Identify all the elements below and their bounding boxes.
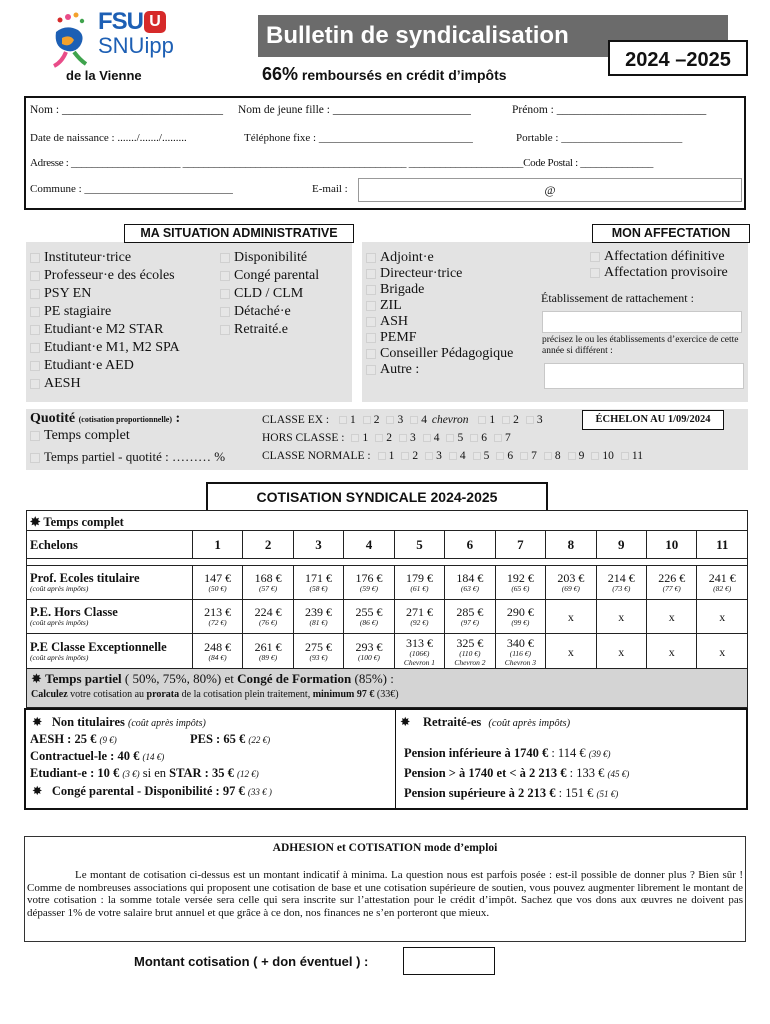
hors-classe-row: HORS CLASSE : 1 2 3 4 5 6 7 bbox=[262, 432, 511, 444]
cotisation-cell: x bbox=[647, 600, 697, 634]
opt-directeur[interactable]: Directeur·trice bbox=[366, 265, 462, 282]
checkbox[interactable] bbox=[446, 434, 454, 442]
retraites-box bbox=[396, 708, 748, 810]
cotisation-cell: 261 € (89 €) bbox=[243, 634, 293, 670]
checkbox[interactable] bbox=[220, 325, 230, 335]
classe-ex-row: CLASSE EX : 1 2 3 4 chevron 1 2 3 bbox=[262, 414, 543, 426]
cotisation-cell: 271 € (92 €) bbox=[394, 600, 444, 634]
checkbox[interactable] bbox=[478, 416, 486, 424]
classe-normale-echelon-6[interactable]: 6 bbox=[496, 450, 513, 462]
opt-instituteur[interactable]: Instituteur·trice bbox=[30, 249, 131, 266]
opt-brigade[interactable]: Brigade bbox=[366, 281, 424, 298]
checkbox[interactable] bbox=[591, 452, 599, 460]
classe-ex-chevron-label: chevron bbox=[431, 414, 469, 426]
checkbox[interactable] bbox=[30, 289, 40, 299]
classe-normale-row: CLASSE NORMALE : 1 2 3 4 5 6 7 8 9 10 11 bbox=[262, 450, 643, 462]
cotisation-cell: x bbox=[647, 634, 697, 670]
cotisation-cell: 176 € (59 €) bbox=[344, 566, 394, 600]
checkbox[interactable] bbox=[449, 452, 457, 460]
opt-professeur[interactable]: Professeur·e des écoles bbox=[30, 267, 175, 284]
logo bbox=[48, 8, 188, 88]
cotisation-cell: 285 € (97 €) bbox=[445, 600, 495, 634]
checkbox[interactable] bbox=[30, 307, 40, 317]
etablissement-input[interactable] bbox=[542, 311, 742, 333]
cotisation-cell: 224 € (76 €) bbox=[243, 600, 293, 634]
etudiant-tarif: Etudiant-e : 10 € (3 €) si en STAR : 35 € (12 €) bbox=[30, 766, 259, 780]
echelon-cell: 3 bbox=[293, 531, 343, 559]
cotisation-cell: x bbox=[697, 600, 748, 634]
cotisation-cell: 241 € (82 €) bbox=[697, 566, 748, 600]
classe-normale-echelon-3[interactable]: 3 bbox=[425, 450, 442, 462]
classe-ex-echelon-2[interactable]: 2 bbox=[363, 414, 380, 426]
classe-normale-echelon-2[interactable]: 2 bbox=[401, 450, 418, 462]
cotisation-cell: 275 € (93 €) bbox=[293, 634, 343, 670]
opt-m2-star[interactable]: Etudiant·e M2 STAR bbox=[30, 321, 163, 338]
logo-brand-top: FSU bbox=[98, 8, 143, 35]
logo-subtitle: de la Vienne bbox=[66, 68, 142, 83]
checkbox[interactable] bbox=[220, 271, 230, 281]
retraites-title: ✸ Retraité-es (coût après impôts) bbox=[400, 715, 571, 729]
opt-psy-en[interactable]: PSY EN bbox=[30, 285, 91, 302]
cotisation-cell: 325 € (110 €) Chevron 2 bbox=[445, 634, 495, 670]
hors-classe-echelon-7[interactable]: 7 bbox=[494, 432, 511, 444]
cotisation-row-label: P.E. Hors Classe (coût après impôts) bbox=[27, 600, 193, 634]
logo-u-badge: U bbox=[144, 11, 166, 33]
echelon-cell: 11 bbox=[697, 531, 748, 559]
classe-normale-echelon-7[interactable]: 7 bbox=[520, 450, 537, 462]
cotisation-cell: 239 € (81 €) bbox=[293, 600, 343, 634]
checkbox[interactable] bbox=[30, 253, 40, 263]
opt-ash[interactable]: ASH bbox=[366, 313, 408, 330]
cotisation-cell: x bbox=[697, 634, 748, 670]
checkbox[interactable] bbox=[220, 307, 230, 317]
pension-1: Pension inférieure à 1740 € : 114 € (39 €) bbox=[404, 746, 611, 760]
opt-aed[interactable]: Etudiant·e AED bbox=[30, 357, 134, 374]
cotisation-cell: x bbox=[546, 634, 596, 670]
checkbox[interactable] bbox=[366, 269, 376, 279]
cotisation-cell: 168 € (57 €) bbox=[243, 566, 293, 600]
opt-retraite[interactable]: Retraité.e bbox=[220, 321, 288, 338]
checkbox[interactable] bbox=[425, 452, 433, 460]
cotisation-cell: 171 € (58 €) bbox=[293, 566, 343, 600]
temps-partiel-line1: ✸ Temps partiel ( 50%, 75%, 80%) et Congé de Formation (85%) : bbox=[31, 671, 394, 686]
checkbox[interactable] bbox=[520, 452, 528, 460]
situation-header: MA SITUATION ADMINISTRATIVE bbox=[124, 224, 354, 243]
checkbox[interactable] bbox=[339, 416, 347, 424]
cotisation-row bbox=[27, 566, 748, 600]
adhesion-box bbox=[24, 836, 746, 942]
checkbox[interactable] bbox=[590, 252, 600, 262]
checkbox[interactable] bbox=[30, 453, 40, 463]
cotisation-cell: 203 € (69 €) bbox=[546, 566, 596, 600]
opt-m1-m2-spa[interactable]: Etudiant·e M1, M2 SPA bbox=[30, 339, 180, 356]
adhesion-body: Le montant de cotisation ci-dessus est un montant indicatif à minima. La question nous est parfois posée : est-il possible de donner plus ? Bien sûr ! Comme de nombreuses associations qui proposent une cotisation de base et une cotisation supérieure de soutien, vous pouvez augmenter librement le montant de votre cotisation : la somme totale versée sera celle qui sera inscrite sur l’attestation pour le crédit d’impôt. Sachez que vos dons aux œuvres ne doivent pas dépasser 1% de votre salaire brut annuel et que grâce à ce don, nos finances ne s’en porteront que mieux. bbox=[27, 869, 743, 919]
opt-conge-parental[interactable]: Congé parental bbox=[220, 267, 319, 284]
hors-classe-echelon-6[interactable]: 6 bbox=[470, 432, 487, 444]
nom-field[interactable]: Nom : ____________________________ bbox=[30, 104, 223, 116]
montant-label: Montant cotisation ( + don éventuel ) : bbox=[134, 954, 369, 969]
cotisation-cell: 226 € (77 €) bbox=[647, 566, 697, 600]
echelon-cell: 8 bbox=[546, 531, 596, 559]
star-icon: ✸ bbox=[30, 515, 41, 529]
checkbox[interactable] bbox=[30, 271, 40, 281]
opt-affectation-provisoire[interactable]: Affectation provisoire bbox=[590, 264, 728, 281]
checkbox[interactable] bbox=[366, 253, 376, 263]
non-titulaires-title: ✸ Non titulaires (coût après impôts) bbox=[32, 715, 206, 729]
echelon-cell: 1 bbox=[192, 531, 242, 559]
etablissement-note: précisez le ou les établissements d’exercice de cette année si différent : bbox=[542, 335, 739, 356]
cotisation-cell: 293 € (100 €) bbox=[344, 634, 394, 670]
classe-normale-echelon-11[interactable]: 11 bbox=[621, 450, 643, 462]
checkbox[interactable] bbox=[366, 333, 376, 343]
checkbox[interactable] bbox=[470, 434, 478, 442]
star-icon: ✸ bbox=[32, 784, 43, 798]
hors-classe-echelon-4[interactable]: 4 bbox=[423, 432, 440, 444]
portable-field[interactable]: Portable : ______________________ bbox=[516, 132, 683, 144]
temps-partiel-panel bbox=[26, 668, 748, 708]
echelons-header-row bbox=[27, 531, 748, 559]
naissance-field[interactable]: Date de naissance : ......./......./......... bbox=[30, 132, 187, 144]
opt-autre[interactable]: Autre : bbox=[366, 361, 419, 378]
affectation-header: MON AFFECTATION bbox=[592, 224, 750, 243]
spacer-row bbox=[27, 559, 748, 566]
cotisation-cell: 184 € (63 €) bbox=[445, 566, 495, 600]
checkbox[interactable] bbox=[220, 253, 230, 263]
email-input[interactable] bbox=[358, 178, 742, 202]
checkbox[interactable] bbox=[30, 431, 40, 441]
checkbox[interactable] bbox=[502, 416, 510, 424]
checkbox[interactable] bbox=[496, 452, 504, 460]
star-icon: ✸ bbox=[31, 671, 42, 686]
checkbox[interactable] bbox=[621, 452, 629, 460]
cotisation-cell: x bbox=[546, 600, 596, 634]
classe-normale-echelon-8[interactable]: 8 bbox=[544, 450, 561, 462]
pension-3: Pension supérieure à 2 213 € : 151 € (51 €) bbox=[404, 786, 619, 800]
opt-conseiller[interactable]: Conseiller Pédagogique bbox=[366, 345, 513, 362]
classe-normale-echelon-4[interactable]: 4 bbox=[449, 450, 466, 462]
star-icon: ✸ bbox=[400, 715, 411, 729]
cotisation-row bbox=[27, 600, 748, 634]
classe-ex-echelon-3[interactable]: 3 bbox=[386, 414, 403, 426]
opt-cld-clm[interactable]: CLD / CLM bbox=[220, 285, 303, 302]
classe-normale-echelon-10[interactable]: 10 bbox=[591, 450, 614, 462]
checkbox[interactable] bbox=[590, 268, 600, 278]
cotisation-cell: x bbox=[596, 600, 646, 634]
opt-pemf[interactable]: PEMF bbox=[366, 329, 417, 346]
opt-temps-partiel[interactable]: Temps partiel - quotité : ……… % bbox=[30, 448, 225, 465]
aesh-tarif: AESH : 25 € (9 €) bbox=[30, 732, 117, 746]
checkbox[interactable] bbox=[366, 365, 376, 375]
cotisation-cell: 147 € (50 €) bbox=[192, 566, 242, 600]
cotisation-cell: x bbox=[596, 634, 646, 670]
page-title: Bulletin de syndicalisation bbox=[258, 15, 728, 57]
hors-classe-echelon-3[interactable]: 3 bbox=[399, 432, 416, 444]
checkbox[interactable] bbox=[366, 317, 376, 327]
tagline bbox=[262, 64, 507, 85]
checkbox[interactable] bbox=[30, 379, 40, 389]
hors-classe-echelon-2[interactable]: 2 bbox=[375, 432, 392, 444]
tagline-text: remboursés en crédit d’impôts bbox=[298, 67, 507, 83]
tagline-pct: 66% bbox=[262, 64, 299, 84]
checkbox[interactable] bbox=[375, 434, 383, 442]
checkbox[interactable] bbox=[526, 416, 534, 424]
cotisation-cell: 192 € (65 €) bbox=[495, 566, 545, 600]
checkbox[interactable] bbox=[378, 452, 386, 460]
opt-disponibilite[interactable]: Disponibilité bbox=[220, 249, 307, 266]
echelon-cell: 5 bbox=[394, 531, 444, 559]
cotisation-cell: 290 € (99 €) bbox=[495, 600, 545, 634]
opt-detache[interactable]: Détaché·e bbox=[220, 303, 291, 320]
checkbox[interactable] bbox=[366, 285, 376, 295]
echelon-cell: 10 bbox=[647, 531, 697, 559]
checkbox[interactable] bbox=[220, 289, 230, 299]
opt-aesh[interactable]: AESH bbox=[30, 375, 81, 392]
nom-jeune-fille-field[interactable]: Nom de jeune fille : ________________________ bbox=[238, 104, 471, 116]
tel-fixe-field[interactable]: Téléphone fixe : ____________________________ bbox=[244, 132, 473, 144]
opt-zil[interactable]: ZIL bbox=[366, 297, 402, 314]
cotisation-cell: 179 € (61 €) bbox=[394, 566, 444, 600]
classe-ex-echelon-1[interactable]: 1 bbox=[339, 414, 356, 426]
opt-temps-complet[interactable]: Temps complet bbox=[30, 427, 130, 444]
logo-figure-icon bbox=[48, 10, 96, 70]
quotite-label: Quotité (cotisation proportionnelle) : bbox=[30, 411, 181, 426]
checkbox[interactable] bbox=[399, 434, 407, 442]
cotisation-table bbox=[26, 530, 748, 670]
star-icon: ✸ bbox=[32, 715, 43, 729]
checkbox[interactable] bbox=[386, 416, 394, 424]
classe-ex-chevron-3[interactable]: 3 bbox=[526, 414, 543, 426]
checkbox[interactable] bbox=[30, 361, 40, 371]
checkbox[interactable] bbox=[473, 452, 481, 460]
checkbox[interactable] bbox=[410, 416, 418, 424]
opt-adjoint[interactable]: Adjoint·e bbox=[366, 249, 434, 266]
etablissement-label: Établissement de rattachement : bbox=[541, 291, 694, 305]
opt-pe-stagiaire[interactable]: PE stagiaire bbox=[30, 303, 111, 320]
echelon-box[interactable]: ÉCHELON AU 1/09/2024 bbox=[582, 410, 724, 430]
checkbox[interactable] bbox=[568, 452, 576, 460]
echelon-cell: 6 bbox=[445, 531, 495, 559]
classe-ex-chevron-1[interactable]: 1 bbox=[478, 414, 495, 426]
classe-ex-echelon-4[interactable]: 4 bbox=[410, 414, 427, 426]
checkbox[interactable] bbox=[351, 434, 359, 442]
hors-classe-echelon-5[interactable]: 5 bbox=[446, 432, 463, 444]
pension-2: Pension > à 1740 et < à 2 213 € : 133 € (45 €) bbox=[404, 766, 630, 780]
cotisation-cell: 313 € (106€) Chevron 1 bbox=[394, 634, 444, 670]
checkbox[interactable] bbox=[30, 343, 40, 353]
commune-field[interactable]: Commune : ___________________________ bbox=[30, 183, 233, 195]
cotisation-cell: 214 € (73 €) bbox=[596, 566, 646, 600]
cotisation-cell: 248 € (84 €) bbox=[192, 634, 242, 670]
pes-tarif: PES : 65 € (22 €) bbox=[190, 732, 271, 746]
echelon-cell: 9 bbox=[596, 531, 646, 559]
email-label: E-mail : bbox=[312, 183, 348, 195]
cotisation-row-label: Prof. Ecoles titulaire (coût après impôts) bbox=[27, 566, 193, 600]
adresse-field[interactable]: Adresse : _____________________ ___________________________________________ ______________________Code Postal : ______________ bbox=[30, 157, 654, 169]
echelons-label: Echelons bbox=[27, 531, 193, 559]
adhesion-title: ADHESION et COTISATION mode d’emploi bbox=[272, 842, 498, 854]
temps-partiel-line2: Calculez votre cotisation au prorata de la cotisation plein traitement, minimum 97 € (33€) bbox=[31, 689, 399, 700]
cotisation-header: COTISATION SYNDICALE 2024-2025 bbox=[206, 482, 548, 510]
checkbox[interactable] bbox=[401, 452, 409, 460]
etablissement-note-input[interactable] bbox=[544, 363, 744, 389]
cotisation-cell: 340 € (116 €) Chevron 3 bbox=[495, 634, 545, 670]
checkbox[interactable] bbox=[30, 325, 40, 335]
conge-parental-tarif: ✸ Congé parental - Disponibilité : 97 € (33 € ) bbox=[32, 784, 272, 798]
email-at: @ bbox=[544, 183, 556, 197]
echelon-cell: 4 bbox=[344, 531, 394, 559]
checkbox[interactable] bbox=[544, 452, 552, 460]
classe-normale-echelon-5[interactable]: 5 bbox=[473, 450, 490, 462]
contractuel-tarif: Contractuel-le : 40 € (14 €) bbox=[30, 749, 165, 763]
logo-brand-bottom: SNUipp bbox=[98, 33, 174, 58]
echelon-cell: 2 bbox=[243, 531, 293, 559]
hors-classe-echelon-1[interactable]: 1 bbox=[351, 432, 368, 444]
checkbox[interactable] bbox=[423, 434, 431, 442]
checkbox[interactable] bbox=[366, 301, 376, 311]
checkbox[interactable] bbox=[366, 349, 376, 359]
classe-normale-echelon-1[interactable]: 1 bbox=[378, 450, 395, 462]
checkbox[interactable] bbox=[363, 416, 371, 424]
checkbox[interactable] bbox=[494, 434, 502, 442]
cotisation-cell: 255 € (86 €) bbox=[344, 600, 394, 634]
temps-complet-label: ✸ Temps complet bbox=[30, 515, 124, 529]
cotisation-row bbox=[27, 634, 748, 670]
classe-normale-echelon-9[interactable]: 9 bbox=[568, 450, 585, 462]
identity-box bbox=[24, 96, 746, 210]
classe-ex-chevron-2[interactable]: 2 bbox=[502, 414, 519, 426]
prenom-field[interactable]: Prénom : __________________________ bbox=[512, 104, 707, 116]
montant-input[interactable] bbox=[403, 947, 495, 975]
cotisation-row-label: P.E Classe Exceptionnelle (coût après impôts) bbox=[27, 634, 193, 670]
opt-affectation-definitive[interactable]: Affectation définitive bbox=[590, 248, 725, 265]
cotisation-cell: 213 € (72 €) bbox=[192, 600, 242, 634]
non-titulaires-box bbox=[24, 708, 396, 810]
year-badge: 2024 –2025 bbox=[608, 40, 748, 76]
echelon-cell: 7 bbox=[495, 531, 545, 559]
